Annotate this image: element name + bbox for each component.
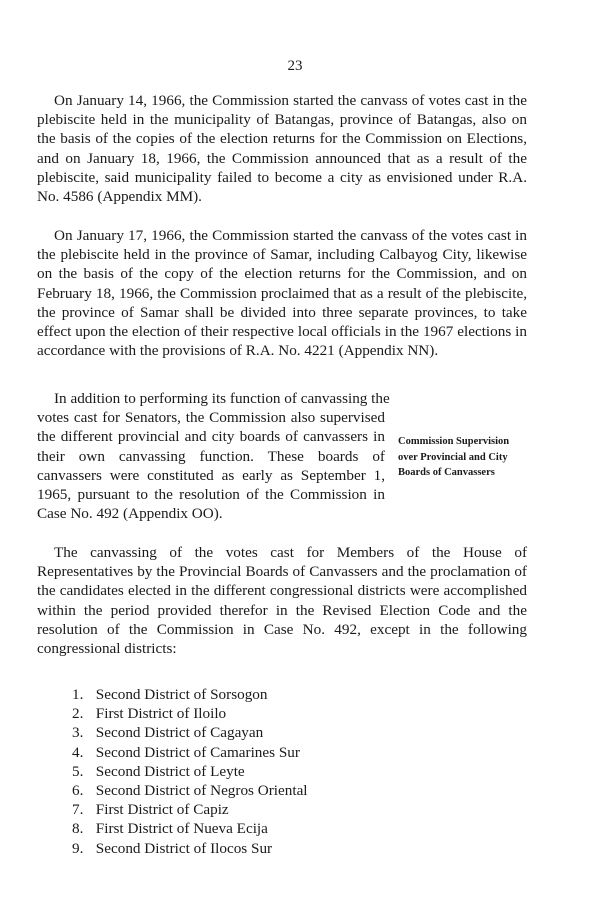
district-name: Second District of Camarines Sur xyxy=(95,743,300,761)
district-list xyxy=(72,685,308,858)
list-item xyxy=(72,839,308,858)
list-number: 6. xyxy=(72,782,84,800)
paragraph-text: On January 17, 1966, the Commission started the canvass of the votes cast in the plebiscite held in the province of Samar, including Calbayog City, likewise on the basis of the copy of the election returns for the Commission, and on February 18, 1966, the Commission proclaimed that as a result of the plebiscite, the province of Samar shall be divided into three separate provinces, to take effect upon the election of their respective local officials in the 1967 elections in accordance with the provisions of R.A. No. 4221 (Appendix NN). xyxy=(37,227,527,360)
district-name: Second District of Ilocos Sur xyxy=(95,839,273,857)
paragraph-samar-plebiscite xyxy=(37,226,527,360)
list-item xyxy=(72,685,308,704)
district-name: First District of Nueva Ecija xyxy=(95,820,268,838)
paragraph-text: The canvassing of the votes cast for Members of the House of Representatives by the Provincial Boards of Canvassers and the proclamation of the candidates elected in the different congressional districts were accomplished within the period provided therefor in the Revised Election Code and the resolution of the Commission in Case No. 492, except in the following congressional districts: xyxy=(37,544,527,658)
list-number: 5. xyxy=(72,762,84,780)
list-number: 1. xyxy=(72,686,84,703)
district-name: Second District of Cagayan xyxy=(95,724,264,742)
list-number: 4. xyxy=(72,743,84,761)
district-name: Second District of Sorsogon xyxy=(95,686,268,703)
list-number: 2. xyxy=(72,705,84,723)
list-item xyxy=(72,743,308,762)
list-number: 7. xyxy=(72,801,84,819)
list-item xyxy=(72,800,308,819)
district-name: First District of Capiz xyxy=(95,801,229,819)
paragraph-house-canvassing xyxy=(37,543,527,658)
list-number: 8. xyxy=(72,820,84,838)
paragraph-first-line: In addition to performing its function of canvassing the xyxy=(54,390,390,407)
paragraph-batangas-plebiscite xyxy=(37,91,527,206)
list-number: 3. xyxy=(72,724,84,742)
district-name: Second District of Negros Oriental xyxy=(95,782,308,800)
district-name: First District of Iloilo xyxy=(95,705,227,723)
list-item xyxy=(72,723,308,742)
list-item xyxy=(72,762,308,781)
list-item xyxy=(72,819,308,838)
page-number: 23 xyxy=(287,58,303,74)
paragraph-text: On January 14, 1966, the Commission started the canvass of votes cast in the plebiscite held in the municipality of Batangas, province of Batangas, also on the basis of the copies of the election returns for the Commission on Elections, and on January 18, 1966, the Commission announced that as a result of the plebiscite, said municipality failed to become a city as envisioned under R.A. No. 4586 (Appendix MM). xyxy=(37,92,527,206)
district-name: Second District of Leyte xyxy=(95,762,245,780)
paragraph-continuation: votes cast for Senators, the Commission also supervised the different provincial and city boards of canvassers in their own canvassing function. These boards of canvassers were constituted as early as September 1, 1965, pursuant to the resolution of the Commission in Case No. 492 (Appendix OO). xyxy=(37,409,385,523)
margin-note: Commission Supervision over Provincial and City Boards of Canvassers xyxy=(398,436,510,478)
list-item xyxy=(72,704,308,723)
list-number: 9. xyxy=(72,839,84,857)
list-item xyxy=(72,781,308,800)
